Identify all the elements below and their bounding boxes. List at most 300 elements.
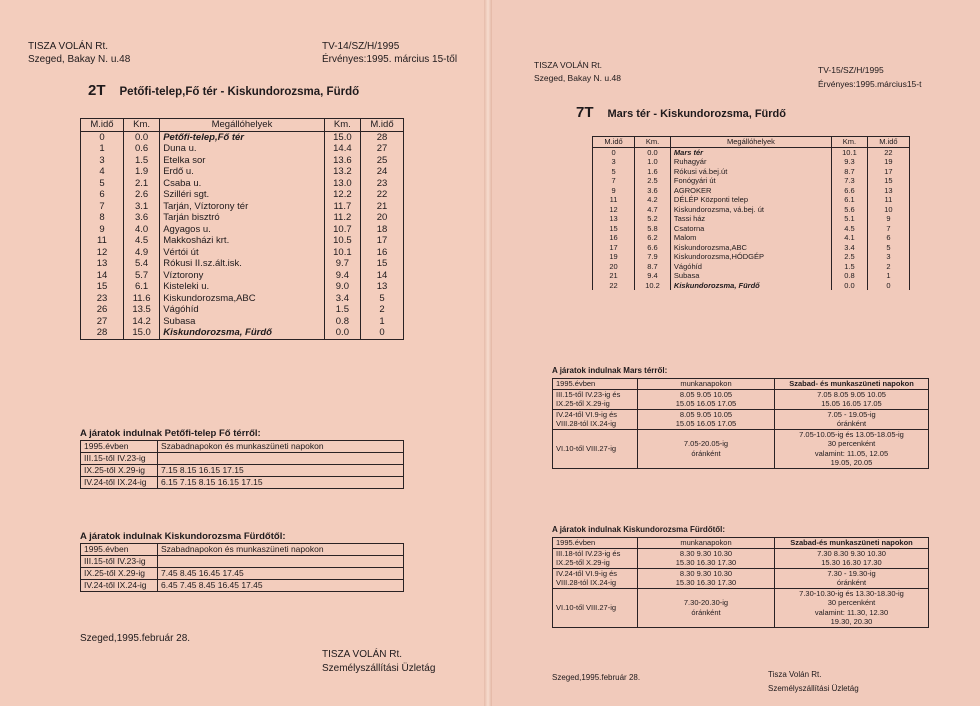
workday-times-cell [638,568,775,588]
stop-km-outbound: 8.7 [635,262,671,272]
header-workdays: munkanapokon [638,379,775,390]
period-line: IX.25-től X.29-ig [556,399,610,408]
period-line: III.15-től IV.23-ig és [556,389,621,399]
stop-km-return: 0.0 [324,327,360,339]
stop-row [593,281,910,291]
stop-time-outbound: 7 [81,201,124,213]
stop-name: AGROKER [670,186,831,196]
stop-km-return: 9.7 [324,258,360,270]
stop-km-outbound: 0.0 [123,131,159,143]
stop-row [81,235,404,247]
stop-km-return: 14.4 [324,143,360,155]
stops-header-cell: Km. [635,137,671,148]
stops-header-cell: Megállóhelyek [670,137,831,148]
stop-time-return: 17 [361,235,404,247]
stop-row [593,157,910,167]
stop-time-return: 11 [867,195,909,205]
stop-name: Vértói út [160,247,325,259]
stop-time-return: 9 [867,214,909,224]
stop-row [593,243,910,253]
stop-km-outbound: 5.2 [635,214,671,224]
stops-header-cell: M.idő [593,137,635,148]
stop-row [593,233,910,243]
stop-km-outbound: 4.9 [123,247,159,259]
stop-km-outbound: 9.4 [635,271,671,281]
stop-time-outbound: 1 [81,143,124,155]
stop-name: Agyagos u. [160,224,325,236]
stop-name: Mars tér [670,147,831,157]
stop-km-return: 7.3 [832,176,868,186]
stop-time-outbound: 13 [593,214,635,224]
departure-row [81,580,404,592]
workday-times-line: 7.05-20.05-ig [683,439,729,448]
holiday-times-line: 15.30 16.30 17.30 [821,558,882,567]
stop-row [81,247,404,259]
stop-km-return: 4.1 [832,233,868,243]
header-year: 1995.évben [553,379,638,390]
stop-km-return: 5.1 [832,214,868,224]
period-cell: IX.25-től X.29-ig [81,465,158,477]
times-cell: 6.45 7.45 8.45 16.45 17.45 [158,580,404,592]
stop-row [81,143,404,155]
timetable-code: TV-15/SZ/H/1995 [818,65,884,75]
holiday-times-line: 7.30 8.30 9.30 10.30 [817,548,886,558]
departures-from-furdo-table [552,537,929,628]
stop-row [593,271,910,281]
departure-row [553,429,929,468]
stop-time-return: 10 [867,205,909,215]
page-fold [484,0,492,706]
stop-km-return: 2.5 [832,252,868,262]
stop-row [593,186,910,196]
stops-header-cell: Km. [123,119,159,132]
period-cell [553,389,638,409]
stops-header-cell: M.idő [361,119,404,132]
stop-time-return: 7 [867,224,909,234]
route-name: Petőfi-telep,Fő tér - Kiskundorozsma, Fürdő [119,86,360,98]
stop-time-outbound: 3 [81,155,124,167]
stop-row [593,262,910,272]
stops-header-cell: Km. [832,137,868,148]
period-line: VI.10-től VIII.27-ig [556,443,617,453]
period-line: VIII.28-tól IX.24-ig [556,419,617,428]
workday-times-line: óránként [691,607,721,617]
holiday-times-line: óránként [836,419,867,428]
departures-from-furdo-table [80,543,404,592]
header-year: 1995.évben [553,538,638,549]
stop-km-return: 6.1 [832,195,868,205]
stop-km-return: 13.2 [324,166,360,178]
stop-time-return: 28 [361,131,404,143]
stop-time-return: 5 [361,293,404,305]
workday-times-cell [638,409,775,429]
stop-km-return: 0.8 [324,316,360,328]
stop-km-return: 13.6 [324,155,360,167]
workday-times-cell [638,429,775,468]
stop-row [593,147,910,157]
period-cell: IV.24-től IX.24-ig [81,477,158,489]
stops-table [592,136,910,290]
footer-date: Szeged,1995.február 28. [552,673,641,682]
stop-name: Tarján, Víztorony tér [160,201,325,213]
workday-times-cell [638,389,775,409]
stop-time-return: 6 [867,233,909,243]
stop-name: Petőfi-telep,Fő tér [160,131,325,143]
stop-km-outbound: 3.1 [123,201,159,213]
stop-km-return: 1.5 [832,262,868,272]
stop-time-return: 15 [867,176,909,186]
stop-time-outbound: 23 [81,293,124,305]
footer-department: Személyszállítási Üzletág [768,684,859,693]
stop-km-outbound: 13.5 [123,304,159,316]
stop-km-return: 10.1 [324,247,360,259]
header-days: Szabadnapokon és munkaszüneti napokon [158,441,404,453]
holiday-times-line: valamint: 11.05, 12.05 [814,448,889,458]
stop-time-outbound: 15 [81,281,124,293]
departure-row [81,477,404,489]
footer-date: Szeged,1995.február 28. [80,633,191,644]
header-holidays: Szabad-és munkaszüneti napokon [775,538,929,549]
period-cell [553,588,638,627]
stop-row [81,304,404,316]
stop-row [81,178,404,190]
stop-time-return: 15 [361,258,404,270]
stop-km-outbound: 5.4 [123,258,159,270]
stop-km-return: 9.4 [324,270,360,282]
departures-from-petofi-table [80,440,404,489]
holiday-times-line: 7.30 - 19.30-ig [827,568,876,578]
stop-km-outbound: 5.8 [635,224,671,234]
stop-row [593,214,910,224]
stop-time-return: 27 [361,143,404,155]
workday-times-line: 8.05 9.05 10.05 [679,409,733,419]
stop-km-outbound: 1.9 [123,166,159,178]
stop-name: Víztorony [160,270,325,282]
stop-row [81,224,404,236]
stop-km-return: 11.2 [324,212,360,224]
workday-times-line: 15.30 16.30 17.30 [675,578,737,587]
period-cell: IV.24-től IX.24-ig [81,580,158,592]
stop-time-return: 23 [361,178,404,190]
stop-time-return: 16 [361,247,404,259]
holiday-times-cell [775,548,929,568]
stops-header-cell: Km. [324,119,360,132]
stop-km-return: 10.1 [832,147,868,157]
stop-name: Tassi ház [670,214,831,224]
workday-times-cell [638,588,775,627]
stop-time-outbound: 11 [593,195,635,205]
stop-time-return: 24 [361,166,404,178]
holiday-times-line: 30 percenként [827,439,876,448]
departure-row [553,409,929,429]
stop-row [81,293,404,305]
stop-name: Kiskundorozsma,ABC [160,293,325,305]
stop-time-outbound: 0 [81,131,124,143]
stop-name: Csatorna [670,224,831,234]
stop-time-return: 21 [361,201,404,213]
period-line: VIII.28-tól IX.24-ig [556,578,617,587]
stop-km-outbound: 11.6 [123,293,159,305]
workday-times-line: óránként [691,448,721,458]
stop-time-outbound: 21 [593,271,635,281]
stop-km-return: 4.5 [832,224,868,234]
stop-name: Rókusi II.sz.ált.isk. [160,258,325,270]
stop-time-outbound: 4 [81,166,124,178]
stop-name: Kiskundorozsma,HÓDGÉP [670,252,831,262]
stop-km-outbound: 4.2 [635,195,671,205]
stop-name: DÉLÉP Központi telep [670,195,831,205]
stop-name: Vágóhíd [670,262,831,272]
period-line: IV.24-től VI.9-ig és [556,568,618,578]
footer-company: Tisza Volán Rt. [768,670,822,679]
departure-row [553,588,929,627]
stop-name: Makkosházi krt. [160,235,325,247]
stop-row [81,131,404,143]
period-line: IX.25-től X.29-ig [556,558,610,567]
stop-km-return: 8.7 [832,167,868,177]
stop-km-outbound: 14.2 [123,316,159,328]
stop-km-outbound: 6.2 [635,233,671,243]
timetable-code: TV-14/SZ/H/1995 [322,41,400,52]
stop-time-return: 18 [361,224,404,236]
footer-department: Személyszállítási Üzletág [322,663,436,674]
stop-name: Malom [670,233,831,243]
stop-row [81,212,404,224]
stop-time-return: 19 [867,157,909,167]
header-year: 1995.évben [81,441,158,453]
stop-km-return: 12.2 [324,189,360,201]
departures-from-mars-table [552,378,929,469]
stop-km-return: 11.7 [324,201,360,213]
stop-km-return: 5.6 [832,205,868,215]
header-days: Szabadnapokon és munkaszüneti napokon [158,544,404,556]
holiday-times-line: 30 percenként [827,598,876,607]
company-name: TISZA VOLÁN Rt. [28,41,109,52]
holiday-times-line: óránként [836,578,867,587]
period-line: IV.24-től VI.9-ig és [556,409,618,419]
stops-header-cell: M.idő [81,119,124,132]
stop-name: Csaba u. [160,178,325,190]
period-cell: IX.25-től X.29-ig [81,568,158,580]
stop-name: Duna u. [160,143,325,155]
stop-time-outbound: 27 [81,316,124,328]
workday-times-line: 15.05 16.05 17.05 [675,399,737,408]
stops-header-cell: M.idő [867,137,909,148]
stop-time-outbound: 0 [593,147,635,157]
stop-row [593,224,910,234]
stop-time-outbound: 5 [593,167,635,177]
stop-time-outbound: 13 [81,258,124,270]
validity-date: Érvényes:1995. március 15-től [322,54,458,65]
workday-times-line: 15.30 16.30 17.30 [675,558,737,567]
stop-time-return: 3 [867,252,909,262]
route-title [88,82,359,99]
departures-from-petofi-title: A járatok indulnak Petőfi-telep Fő térről: [80,428,261,439]
stop-km-outbound: 0.6 [123,143,159,155]
stop-km-outbound: 2.5 [635,176,671,186]
stop-name: Kisteleki u. [160,281,325,293]
stop-km-return: 9.3 [832,157,868,167]
stop-km-return: 6.6 [832,186,868,196]
stop-name: Kiskundorozsma, vá.bej. út [670,205,831,215]
stop-km-return: 9.0 [324,281,360,293]
stop-name: Szilléri sgt. [160,189,325,201]
stop-time-return: 1 [361,316,404,328]
stop-row [593,176,910,186]
holiday-times-cell [775,389,929,409]
times-cell: 7.45 8.45 16.45 17.45 [158,568,404,580]
stop-time-outbound: 20 [593,262,635,272]
stop-km-return: 10.5 [324,235,360,247]
stop-name: Tarján bisztró [160,212,325,224]
stop-time-outbound: 11 [81,235,124,247]
stop-time-return: 13 [867,186,909,196]
stop-time-outbound: 9 [593,186,635,196]
stop-time-outbound: 8 [81,212,124,224]
stop-km-return: 3.4 [324,293,360,305]
stop-time-return: 20 [361,212,404,224]
stop-km-outbound: 3.6 [123,212,159,224]
company-address: Szeged, Bakay N. u.48 [28,54,131,65]
workday-times-line: 7.30-20.30-ig [683,598,729,607]
holiday-times-line: 15.05 16.05 17.05 [821,399,882,408]
workday-times-cell [638,548,775,568]
stops-table [80,118,404,340]
period-cell [553,409,638,429]
holiday-times-line: valamint: 11.30, 12.30 [814,607,889,617]
workday-times-line: 15.05 16.05 17.05 [675,419,737,428]
stop-time-outbound: 7 [593,176,635,186]
period-cell [553,429,638,468]
stop-row [81,189,404,201]
stop-name: Kiskundorozsma,ABC [670,243,831,253]
stop-time-outbound: 17 [593,243,635,253]
stop-time-outbound: 15 [593,224,635,234]
stop-row [593,252,910,262]
stop-name: Vágóhíd [160,304,325,316]
departure-row [81,568,404,580]
stop-time-return: 14 [361,270,404,282]
holiday-times-line: 7.05-10.05-ig és 13.05-18.05-ig [799,429,904,439]
stops-header-cell: Megállóhelyek [160,119,325,132]
departures-from-furdo-title: A járatok indulnak Kiskundorozsma Fürdőtől: [80,531,286,542]
header-holidays: Szabad- és munkaszüneti napokon [775,379,929,390]
left-timetable-sheet [0,0,484,706]
stop-time-outbound: 14 [81,270,124,282]
departures-from-mars-title: A járatok indulnak Mars térről: [552,366,668,375]
stop-km-return: 13.0 [324,178,360,190]
stop-km-outbound: 10.2 [635,281,671,291]
stop-time-outbound: 12 [81,247,124,259]
stop-name: Subasa [160,316,325,328]
stop-km-outbound: 4.7 [635,205,671,215]
holiday-times-cell [775,588,929,627]
period-line: III.18-tól IV.23-ig és [556,548,621,558]
stop-name: Erdő u. [160,166,325,178]
stop-time-return: 5 [867,243,909,253]
stop-km-return: 10.7 [324,224,360,236]
stop-row [81,155,404,167]
stop-row [81,201,404,213]
stop-km-return: 0.0 [832,281,868,291]
stop-km-return: 0.8 [832,271,868,281]
stop-km-return: 1.5 [324,304,360,316]
times-cell: 7.15 8.15 16.15 17.15 [158,465,404,477]
times-cell [158,556,404,568]
stop-time-outbound: 12 [593,205,635,215]
workday-times-line: 8.30 9.30 10.30 [679,548,733,558]
stop-time-outbound: 6 [81,189,124,201]
stop-km-outbound: 1.0 [635,157,671,167]
stop-time-return: 1 [867,271,909,281]
holiday-times-line: 7.30-10.30-ig és 13.30-18.30-ig [799,588,904,598]
departure-row [553,548,929,568]
stop-time-return: 2 [867,262,909,272]
stop-km-outbound: 5.7 [123,270,159,282]
departures-from-furdo-title: A járatok indulnak Kiskundorozsma Fürdőtől: [552,525,726,534]
departure-row [81,453,404,465]
stop-time-return: 2 [361,304,404,316]
departure-row [553,389,929,409]
holiday-times-cell [775,409,929,429]
stop-name: Etelka sor [160,155,325,167]
stop-km-outbound: 2.6 [123,189,159,201]
stop-time-outbound: 26 [81,304,124,316]
stop-time-return: 0 [867,281,909,291]
period-line: VI.10-től VIII.27-ig [556,602,617,612]
period-cell [553,548,638,568]
stop-km-outbound: 6.6 [635,243,671,253]
header-workdays: munkanapokon [638,538,775,549]
stop-row [81,166,404,178]
stop-km-outbound: 7.9 [635,252,671,262]
stop-km-return: 3.4 [832,243,868,253]
stop-km-outbound: 6.1 [123,281,159,293]
route-number: 2T [88,82,106,99]
departure-row [553,568,929,588]
holiday-times-line: 7.05 8.05 9.05 10.05 [817,389,886,399]
stop-name: Fonógyári út [670,176,831,186]
stop-name: Kiskundorozsma, Fürdő [160,327,325,339]
period-cell: III.15-től IV.23-ig [81,556,158,568]
company-address: Szeged, Bakay N. u.48 [534,73,621,83]
holiday-times-cell [775,429,929,468]
validity-date: Érvényes:1995.március15-t [818,79,922,89]
stop-name: Ruhagyár [670,157,831,167]
stop-time-outbound: 28 [81,327,124,339]
stop-time-return: 22 [361,189,404,201]
stop-time-return: 13 [361,281,404,293]
header-year: 1995.évben [81,544,158,556]
stop-km-return: 15.0 [324,131,360,143]
route-name: Mars tér - Kiskundorozsma, Fürdő [607,108,786,120]
period-cell: III.15-től IV.23-ig [81,453,158,465]
stop-time-outbound: 19 [593,252,635,262]
stop-row [81,258,404,270]
holiday-times-line: 19.05, 20.05 [830,458,873,467]
stop-km-outbound: 1.5 [123,155,159,167]
stop-row [81,281,404,293]
stop-time-outbound: 5 [81,178,124,190]
stop-km-outbound: 2.1 [123,178,159,190]
stop-time-outbound: 16 [593,233,635,243]
period-cell [553,568,638,588]
stop-row [81,327,404,339]
stop-km-outbound: 0.0 [635,147,671,157]
workday-times-line: 8.30 9.30 10.30 [679,568,733,578]
route-title [576,104,786,121]
stop-time-return: 17 [867,167,909,177]
